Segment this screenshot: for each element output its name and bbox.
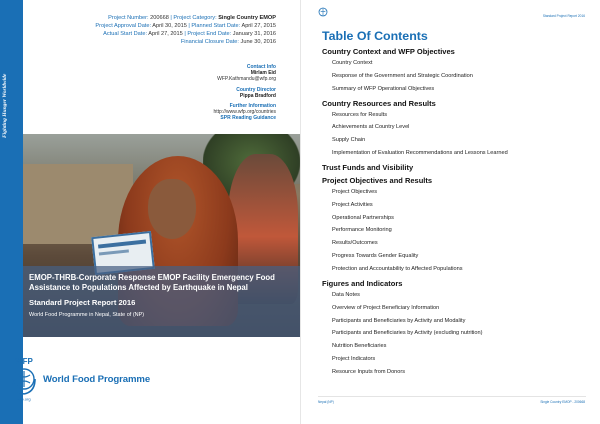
wfp-small-logo-icon xyxy=(318,7,328,17)
toc-item[interactable]: Project Indicators xyxy=(332,356,376,363)
toc-item[interactable]: Participants and Beneficiaries by Activity and Modality xyxy=(332,317,466,324)
closure-date: June 30, 2016 xyxy=(240,38,276,45)
toc-item[interactable]: Resource Inputs from Donors xyxy=(332,368,406,375)
toc-item[interactable]: Supply Chain xyxy=(332,137,366,144)
footer-divider xyxy=(318,396,586,397)
approval-date: April 30, 2015 xyxy=(152,22,187,29)
wfp-emblem-icon xyxy=(9,356,39,402)
toc-item[interactable]: Project Objectives xyxy=(332,188,378,195)
end-date: January 31, 2016 xyxy=(232,30,276,37)
director-heading: Country Director xyxy=(236,86,276,93)
project-meta: Project Number: 200668 | Project Category: Single Country EMOP Project Approval Date: April 30, 2015 | Planned Start Date: April 27, 2015 Actual Start Date: April 27, 2015 | Project End Date: January 31, 2016 Financial Closure Date: June 30, 2016 xyxy=(95,15,276,45)
report-type: Standard Project Report 2016 xyxy=(29,298,136,307)
toc-item[interactable]: Resources for Results xyxy=(332,111,388,118)
toc-item[interactable]: Nutrition Beneficiaries xyxy=(332,343,387,350)
contact-email[interactable]: WFP.Kathmandu@wfp.org xyxy=(217,76,276,83)
toc-item[interactable]: Implementation of Evaluation Recommendations and Lessons Learned xyxy=(332,150,508,157)
side-tagline: Fighting Hunger Worldwide xyxy=(2,73,8,138)
wfp-acronym: WFP xyxy=(15,357,33,366)
page-header: Standard Project Report 2016 xyxy=(542,14,585,18)
footer-country: Nepal (NP) xyxy=(318,400,334,404)
closure-label: Financial Closure Date: xyxy=(180,38,239,45)
project-number-label: Project Number: xyxy=(108,15,149,21)
project-number: 200668 xyxy=(150,15,169,21)
toc-item[interactable]: Overview of Project Beneficiary Information xyxy=(332,304,440,311)
toc-section-heading[interactable]: Project Objectives and Results xyxy=(322,175,433,185)
toc-item[interactable]: Operational Partnerships xyxy=(332,214,394,221)
wfp-wordmark: World Food Programme xyxy=(43,374,151,385)
further-info-heading: Further Information xyxy=(229,103,276,110)
toc-item[interactable]: Progress Towards Gender Equality xyxy=(332,253,419,260)
toc-list xyxy=(322,44,587,379)
category-label: Project Category: xyxy=(173,15,217,21)
toc-item[interactable]: Participants and Beneficiaries by Activity (excluding nutrition) xyxy=(332,330,483,337)
toc-title: Table Of Contents xyxy=(322,29,428,43)
further-info-link[interactable]: http://www.wfp.org/countries xyxy=(213,109,276,116)
actual-start-label: Actual Start Date: xyxy=(103,30,147,37)
contact-info xyxy=(213,64,276,122)
wfp-logo xyxy=(5,356,151,402)
report-project-title: EMOP-THRB-Corporate Response EMOP Facility Emergency Food Assistance to Populations Affected by Earthquake in Nepal xyxy=(29,273,275,292)
toc-item[interactable]: Data Notes xyxy=(332,291,360,298)
toc-item[interactable]: Country Context xyxy=(332,60,373,66)
toc-item[interactable]: Response of the Government and Strategic Coordination xyxy=(332,72,473,79)
toc-item[interactable]: Summary of WFP Operational Objectives xyxy=(332,85,435,92)
toc-item[interactable]: Results/Outcomes xyxy=(332,240,378,247)
category: Single Country EMOP xyxy=(218,15,276,21)
reading-guidance-link[interactable]: SPR Reading Guidance xyxy=(220,115,276,122)
wfp-url: wfp.org xyxy=(17,396,31,402)
toc-section-heading[interactable]: Country Resources and Results xyxy=(322,98,436,108)
toc-item[interactable]: Protection and Accountability to Affected Populations xyxy=(332,265,463,272)
toc-item[interactable]: Performance Monitoring xyxy=(332,227,392,234)
toc-item[interactable]: Project Activities xyxy=(332,201,373,208)
cover-caption xyxy=(23,266,300,337)
actual-start-date: April 27, 2015 xyxy=(148,30,183,37)
toc-section-heading[interactable]: Trust Funds and Visibility xyxy=(322,162,414,172)
toc-section-heading[interactable]: Figures and Indicators xyxy=(322,278,403,288)
approval-label: Project Approval Date: xyxy=(95,22,152,29)
contact-name: Mirlam Eid xyxy=(250,70,276,77)
contact-heading: Contact Info xyxy=(246,64,276,70)
planned-start-label: Planned Start Date: xyxy=(191,22,241,29)
end-label: Project End Date: xyxy=(187,30,232,37)
toc-page xyxy=(300,0,600,424)
footer-project: Single Country EMOP - 200668 xyxy=(540,400,585,404)
director-name: Pippa Bradford xyxy=(239,92,276,99)
toc-section-heading[interactable]: Country Context and WFP Objectives xyxy=(322,47,455,56)
toc-item[interactable]: Achievements at Country Level xyxy=(332,124,410,131)
report-subtitle: World Food Programme in Nepal, State of (NP) xyxy=(29,312,145,318)
planned-start-date: April 27, 2015 xyxy=(241,22,276,29)
